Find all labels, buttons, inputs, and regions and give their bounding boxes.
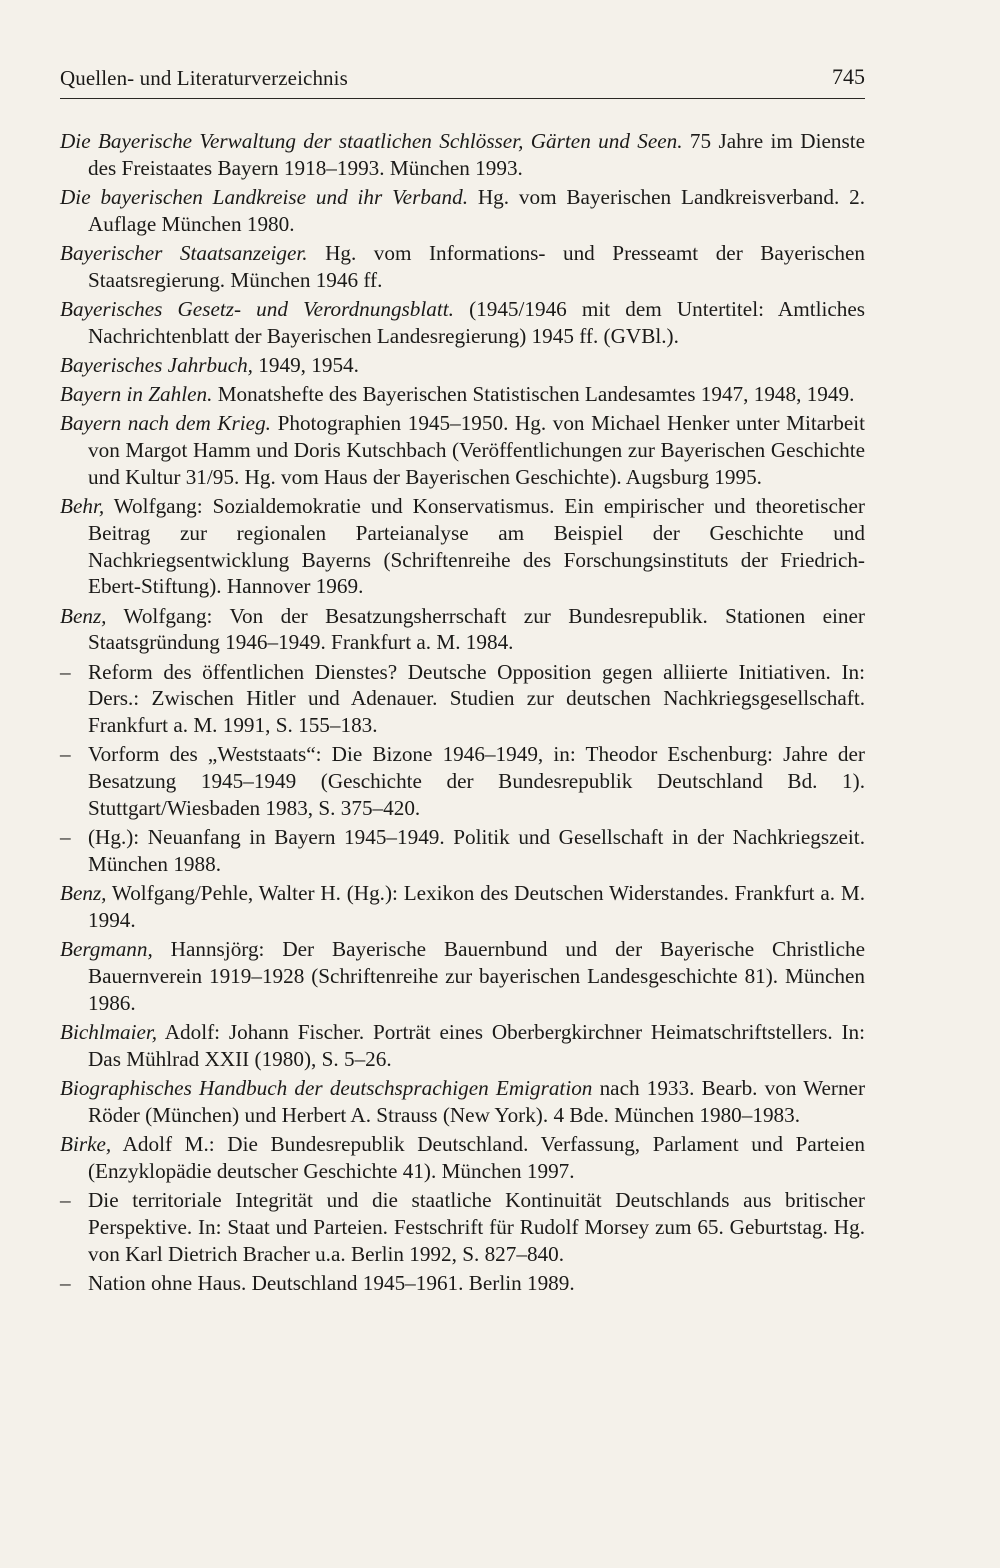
bibliography-list: [60, 128, 865, 1299]
bibliography-entry: [60, 1131, 865, 1185]
entry-text: nach 1933. Bearb. von Werner Röder (München) und Herbert A. Strauss (New York). 4 Bde. München 1980–1983.: [88, 1075, 866, 1127]
bibliography-entry: [60, 381, 865, 408]
bibliography-entry: [60, 184, 865, 238]
bibliography-entry: [60, 493, 865, 600]
entry-text: 1949, 1954.: [252, 352, 359, 377]
bibliography-entry-continuation: [60, 659, 865, 739]
entry-dash: –: [60, 1270, 71, 1295]
entry-lead: Benz,: [60, 603, 107, 628]
bibliography-entry-continuation: [60, 1270, 865, 1297]
bibliography-entry-continuation: [60, 824, 865, 878]
entry-text: Die territoriale Integrität und die staatliche Kontinuität Deutschlands aus britischer Perspektive. In: Staat und Parteien. Festschrift für Rudolf Morsey zum 65. Geburtstag. Hg. von Karl Dietrich Bracher u.a. Berlin 1992, S. 827–840.: [88, 1187, 865, 1266]
entry-text: Monatshefte des Bayerischen Statistischen Landesamtes 1947, 1948, 1949.: [212, 382, 855, 407]
bibliography-entry-continuation: [60, 1187, 865, 1267]
entry-dash: –: [60, 742, 71, 767]
bibliography-entry: [60, 240, 865, 294]
entry-dash: –: [60, 1187, 71, 1212]
entry-lead: Bayern nach dem Krieg.: [60, 411, 271, 436]
entry-text: Wolfgang: Sozialdemokratie und Konservatismus. Ein empirischer und theoretischer Beitrag zur regionalen Parteianalyse am Beispiel der Geschichte und Nachkriegsentwicklung Bayerns (Schriftenreihe des Forschungsinstituts der Friedrich-Ebert-Stiftung). Hannover 1969.: [88, 494, 865, 599]
bibliography-entry: [60, 936, 865, 1016]
bibliography-entry: [60, 352, 865, 379]
entry-lead: Bayerisches Gesetz- und Verordnungsblatt.: [60, 296, 454, 321]
entry-lead: Benz,: [60, 881, 107, 906]
entry-text: (Hg.): Neuanfang in Bayern 1945–1949. Politik und Gesellschaft in der Nachkriegszeit. München 1988.: [88, 825, 865, 877]
running-header: [60, 66, 865, 99]
entry-text: Nation ohne Haus. Deutschland 1945–1961. Berlin 1989.: [88, 1270, 575, 1295]
entry-text: 75 Jahre im Dienste des Freistaates Bayern 1918–1993. München 1993.: [88, 129, 865, 180]
entry-text: Hg. vom Bayerischen Landkreisverband. 2. Auflage München 1980.: [88, 184, 865, 236]
bibliography-entry: [60, 880, 865, 934]
entry-text: Hannsjörg: Der Bayerische Bauernbund und der Bayerische Christliche Bauernverein 1919–1928 (Schriftenreihe zur bayerischen Landesgeschichte 81). München 1986.: [88, 937, 865, 1015]
entry-text: Photographien 1945–1950. Hg. von Michael Henker unter Mitarbeit von Margot Hamm und Doris Kutschbach (Veröffentlichungen zur Bayerischen Geschichte und Kultur 31/95. Hg. vom Haus der Bayerischen Geschichte). Augsburg 1995.: [88, 411, 865, 489]
entry-lead: Bayern in Zahlen.: [60, 382, 213, 407]
entry-lead: Bayerischer Staatsanzeiger.: [60, 240, 308, 265]
entry-text: Hg. vom Informations- und Presseamt der Bayerischen Staatsregierung. München 1946 ff.: [88, 240, 865, 292]
entry-text: Reform des öffentlichen Dienstes? Deutsche Opposition gegen alliierte Initiativen. In: Ders.: Zwischen Hitler und Adenauer. Studien zur deutschen Nachkriegsgesellschaft. Frankfurt a. M. 1991, S. 155–183.: [88, 659, 865, 738]
entry-dash: –: [60, 659, 71, 684]
bibliography-entry: [60, 1075, 865, 1129]
bibliography-entry: [60, 1019, 865, 1073]
entry-lead: Bichlmaier,: [60, 1019, 158, 1044]
bibliography-entry: [60, 296, 865, 350]
bibliography-entry-continuation: [60, 741, 865, 821]
bibliography-entry: [60, 603, 865, 657]
entry-text: Adolf: Johann Fischer. Porträt eines Oberbergkirchner Heimatschriftstellers. In: Das Mühlrad XXII (1980), S. 5–26.: [88, 1019, 865, 1071]
entry-lead: Die bayerischen Landkreise und ihr Verband.: [60, 184, 469, 209]
entry-dash: –: [60, 825, 71, 850]
entry-lead: Bergmann,: [60, 937, 153, 962]
entry-text: Adolf M.: Die Bundesrepublik Deutschland. Verfassung, Parlament und Parteien (Enzyklopädie deutscher Geschichte 41). München 1997.: [88, 1131, 865, 1183]
entry-lead: Birke,: [60, 1131, 112, 1156]
entry-text: (1945/1946 mit dem Untertitel: Amtliches Nachrichtenblatt der Bayerischen Landesregierung) 1945 ff. (GVBl.).: [88, 296, 866, 348]
entry-lead: Die Bayerische Verwaltung der staatlichen Schlösser, Gärten und Seen.: [60, 129, 683, 153]
entry-lead: Biographisches Handbuch der deutschsprachigen Emigration: [60, 1075, 593, 1100]
entry-text: Wolfgang: Von der Besatzungsherrschaft zur Bundesrepublik. Stationen einer Staatsgründung 1946–1949. Frankfurt a. M. 1984.: [88, 603, 865, 655]
bibliography-entry: [60, 410, 865, 490]
running-header-title: Quellen- und Literaturverzeichnis: [60, 66, 348, 90]
entry-text: Vorform des „Weststaats“: Die Bizone 1946–1949, in: Theodor Eschenburg: Jahre der Besatzung 1945–1949 (Geschichte der Bundesrepublik Deutschland Bd. 1). Stuttgart/Wiesbaden 1983, S. 375–420.: [88, 742, 865, 821]
entry-lead: Behr,: [60, 494, 105, 519]
bibliography-entry: [60, 128, 865, 182]
page-number: 745: [832, 64, 865, 89]
entry-lead: Bayerisches Jahrbuch,: [60, 352, 253, 377]
entry-text: Wolfgang/Pehle, Walter H. (Hg.): Lexikon des Deutschen Widerstandes. Frankfurt a. M. 1994.: [88, 881, 865, 932]
